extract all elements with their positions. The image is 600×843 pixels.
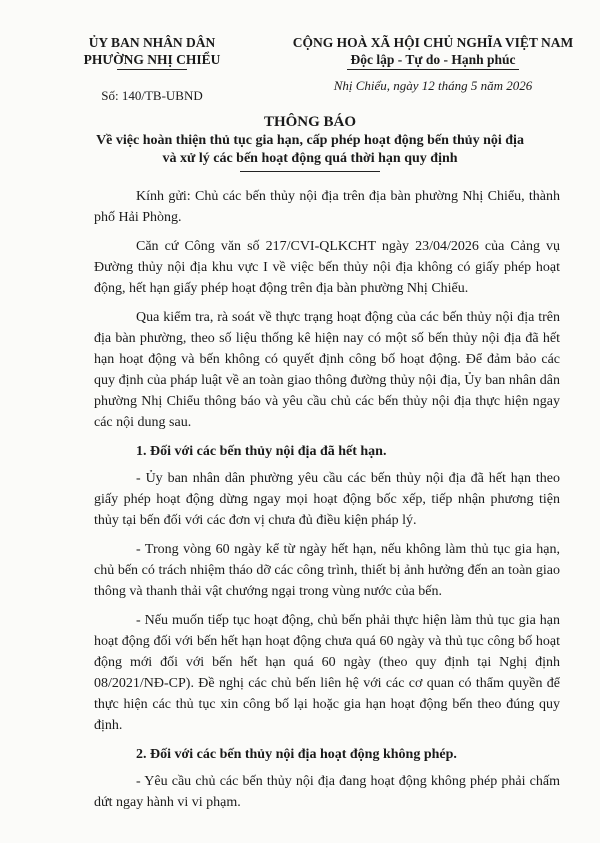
inspection-paragraph: Qua kiểm tra, rà soát về thực trạng hoạt động của các bến thủy nội địa trên địa bàn phường, theo số liệu thống kê hiện nay có một số bến thủy nội địa đã hết hạn hoạt động và bến không có quyết định công bố hoạt động. Để đảm bảo các quy định của pháp luật về an toàn giao thông đường thủy nội địa, Ủy ban nhân dân phường Nhị Chiểu thông báo và yêu cầu chủ các bến thủy nội địa thực hiện ngay các nội dung sau. <box>94 310 560 430</box>
section-1-item-3: - Nếu muốn tiếp tục hoạt động, chủ bến phải thực hiện làm thủ tục gia hạn hoạt động đối với bến hết hạn hoạt động chưa quá 60 ngày và thủ tục công bố hoạt động mới đối với bến hết hạn quá 60 ngày (theo quy định tại Nghị định 08/2021/NĐ-CP). Đề nghị các chủ bến liên hệ với các cơ quan có thẩm quyền để thực hiện các thủ tục xin công bố lại hoặc gia hạn hoạt động bến theo đúng quy định. <box>94 613 560 733</box>
section-2-heading: 2. Đối với các bến thủy nội địa hoạt động không phép. <box>136 747 457 762</box>
org-underline <box>117 69 187 70</box>
document-number: Số: 140/TB-UBND <box>101 88 203 103</box>
title-underline <box>240 171 380 172</box>
org-name-line2: PHƯỜNG NHỊ CHIỂU <box>83 52 221 67</box>
document-body <box>94 186 560 821</box>
legal-basis-paragraph: Căn cứ Công văn số 217/CVI-QLKCHT ngày 23/04/2026 của Cảng vụ Đường thủy nội địa khu vực I về việc bến thủy nội địa không có giấy phép hoạt động, hết hạn giấy phép hoạt động trên địa bàn phường Nhị Chiểu. <box>94 239 560 296</box>
section-1-item-1: - Ủy ban nhân dân phường yêu cầu các bến thủy nội địa đã hết hạn theo giấy phép hoạt động dừng ngay mọi hoạt động bốc xếp, tiếp nhận phương tiện thủy tại bến đối với các đơn vị chưa đủ điều kiện pháp lý. <box>94 471 560 528</box>
section-1-item-2: - Trong vòng 60 ngày kể từ ngày hết hạn, nếu không làm thủ tục gia hạn, chủ bến có trách nhiệm tháo dỡ các công trình, thiết bị ảnh hưởng đến an toàn giao thông và thanh thải vật chướng ngại trong vùng nước của bến. <box>94 542 560 599</box>
notice-subject-line2: và xử lý các bến hoạt động quá thời hạn quy định <box>162 151 458 166</box>
notice-title-block <box>60 113 560 172</box>
org-name-line1: ỦY BAN NHÂN DÂN <box>88 35 216 50</box>
section-2-item-1: - Yêu cầu chủ các bến thủy nội địa đang hoạt động không phép phải chấm dứt ngay hành vi vi phạm. <box>94 774 560 810</box>
national-header-block <box>292 34 574 94</box>
motto-underline <box>347 69 519 70</box>
notice-title: THÔNG BÁO <box>263 114 357 130</box>
notice-subject-line1: Về việc hoàn thiện thủ tục gia hạn, cấp phép hoạt động bến thủy nội địa <box>96 133 524 148</box>
issuing-authority-block <box>72 34 232 104</box>
place-and-date: Nhị Chiểu, ngày 12 tháng 5 năm 2026 <box>333 78 533 93</box>
recipient-paragraph: Kính gửi: Chủ các bến thủy nội địa trên địa bàn phường Nhị Chiểu, thành phố Hải Phòng. <box>94 189 560 225</box>
national-motto: Độc lập - Tự do - Hạnh phúc <box>350 52 516 67</box>
section-1-heading: 1. Đối với các bến thủy nội địa đã hết hạn. <box>136 444 387 459</box>
nation-name: CỘNG HOÀ XÃ HỘI CHỦ NGHĨA VIỆT NAM <box>292 35 574 50</box>
